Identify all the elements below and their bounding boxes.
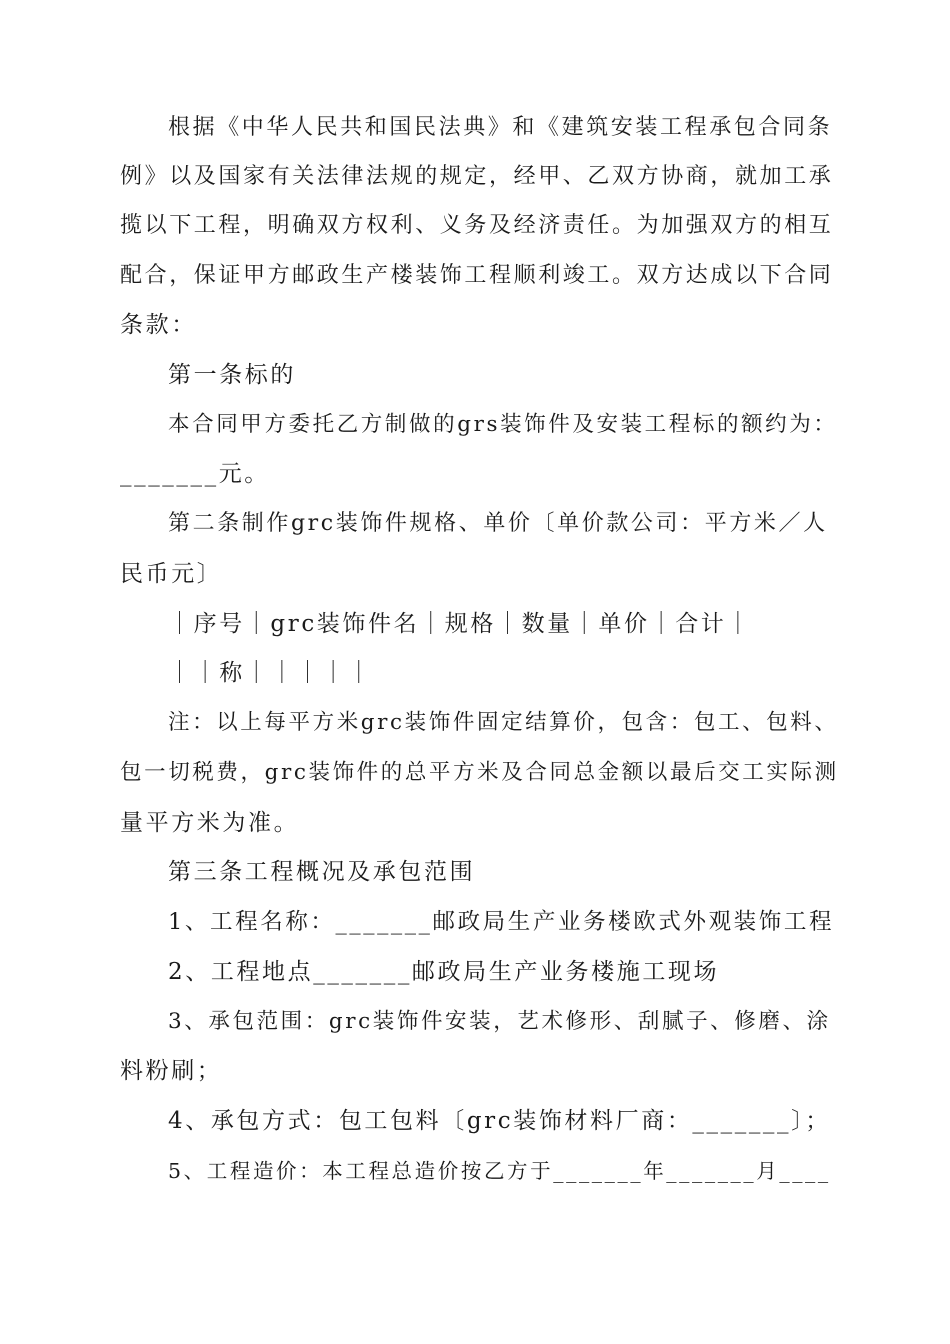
list-item: 5、工程造价：本工程总造价按乙方于_______年_______月____	[168, 1159, 831, 1183]
paragraph-line: 包一切税费，grc装饰件的总平方米及合同总金额以最后交工实际测	[120, 760, 839, 785]
paragraph-line: 注：以上每平方米grc装饰件固定结算价，包含：包工、包料、	[168, 710, 839, 735]
paragraph-line: 配合，保证甲方邮政生产楼装饰工程顺利竣工。双方达成以下合同	[120, 263, 834, 288]
paragraph-line: 条款：	[120, 312, 197, 338]
paragraph-line: 民币元〕	[120, 561, 223, 587]
paragraph-line: 料粉刷；	[120, 1058, 223, 1084]
list-item: 4、承包方式：包工包料〔grc装饰材料厂商：_______〕；	[168, 1108, 831, 1134]
paragraph-line: 根据《中华人民共和国民法典》和《建筑安装工程承包合同条	[168, 115, 833, 140]
paragraph-line: 例》以及国家有关法律法规的规定，经甲、乙双方协商，就加工承	[120, 164, 834, 189]
paragraph-line: _______元。	[120, 461, 270, 487]
list-item: 2、工程地点_______邮政局生产业务楼施工现场	[168, 959, 720, 985]
section-heading: 第一条标的	[168, 362, 296, 388]
table-row: ｜｜称｜｜｜｜｜	[168, 660, 373, 686]
list-item: 1、工程名称：_______邮政局生产业务楼欧式外观装饰工程	[168, 909, 835, 935]
table-header-row: ｜序号｜grc装饰件名｜规格｜数量｜单价｜合计｜	[168, 611, 752, 637]
section-heading: 第二条制作grc装饰件规格、单价〔单价款公司：平方米／人	[168, 511, 828, 536]
section-heading: 第三条工程概况及承包范围	[168, 859, 476, 885]
paragraph-line: 揽以下工程，明确双方权利、义务及经济责任。为加强双方的相互	[120, 213, 834, 238]
list-item: 3、承包范围：grc装饰件安装，艺术修形、刮腻子、修磨、涂	[168, 1009, 831, 1034]
paragraph-line: 量平方米为准。	[120, 810, 300, 836]
paragraph-line: 本合同甲方委托乙方制做的grs装饰件及安装工程标的额约为：	[168, 412, 838, 437]
